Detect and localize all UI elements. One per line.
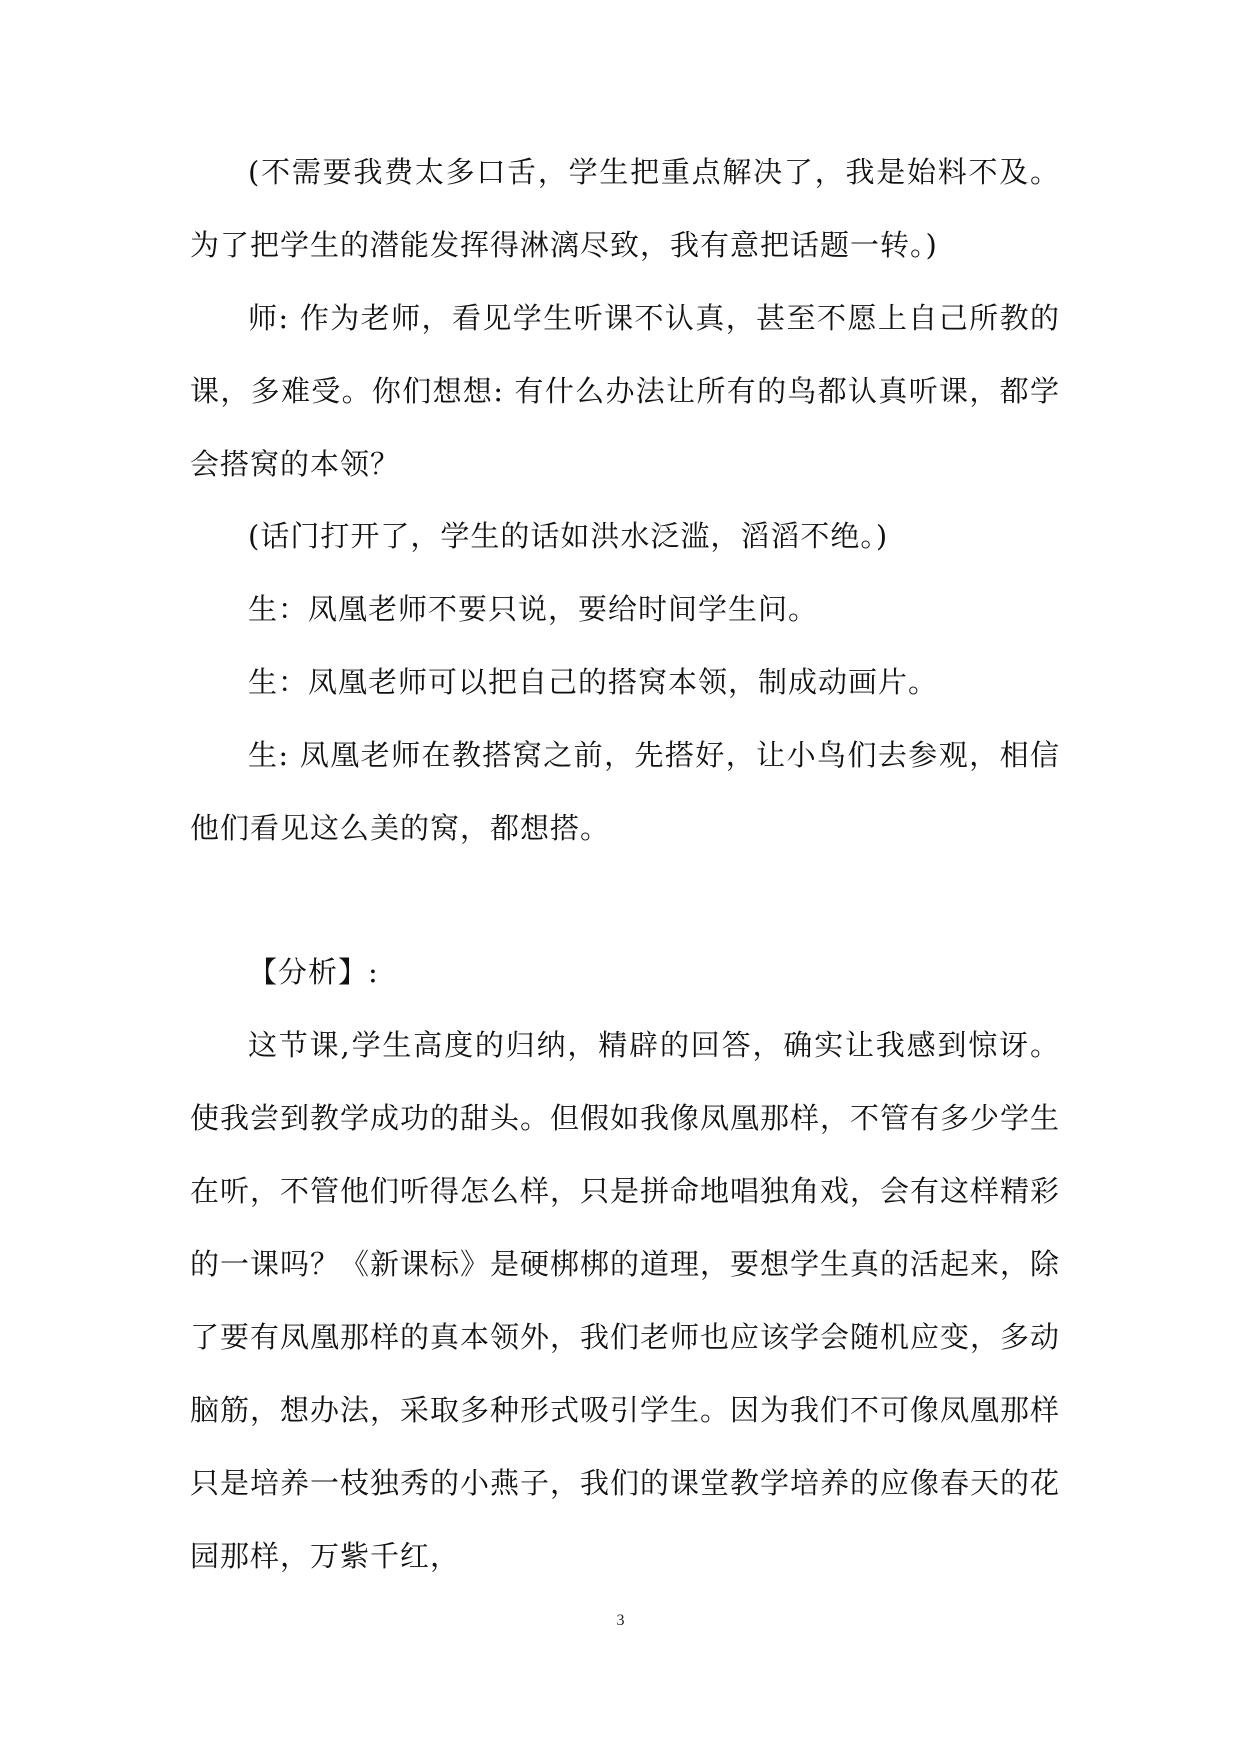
paragraph-teacher-note-1: (不需要我费太多口舌，学生把重点解决了，我是始料不及。为了把学生的潜能发挥得淋漓尽致，我有意把话题一转。) [190,155,1060,262]
paragraph-teacher-note-2: (话门打开了，学生的话如洪水泛滥，滔滔不绝。) [248,519,889,553]
paragraph-student-answer-2: 生：凤凰老师可以把自己的搭窝本领，制成动画片。 [248,665,939,699]
paragraph-student-answer-3: 生: 凤凰老师在教搭窝之前，先搭好，让小鸟们去参观，相信他们看见这么美的窝，都想搭。 [190,738,1060,845]
paragraph-teacher-question: 师: 作为老师，看见学生听课不认真，甚至不愿上自己所教的课，多难受。你们想想: 有什么办法让所有的鸟都认真听课，都学会搭窝的本领？ [190,301,1060,481]
analysis-paragraph: 这节课,学生高度的归纳，精辟的回答，确实让我感到惊讶。使我尝到教学成功的甜头。但假如我像凤凰那样，不管有多少学生在听，不管他们听得怎么样，只是拼命地唱独角戏，会有这样精彩的一课吗？《新课标》是硬梆梆的道理，要想学生真的活起来，除了要有凤凰那样的真本领外，我们老师也应该学会随机应变，多动脑筋，想办法，采取多种形式吸引学生。因为我们不可像凤凰那样只是培养一枝独秀的小燕子，我们的课堂教学培养的应像春天的花园那样，万紫千红， [190,1028,1061,1573]
page-number: 3 [616,1612,625,1629]
analysis-heading: 【分析】: [248,955,379,989]
paragraph-student-answer-1: 生：凤凰老师不要只说，要给时间学生问。 [248,592,819,626]
